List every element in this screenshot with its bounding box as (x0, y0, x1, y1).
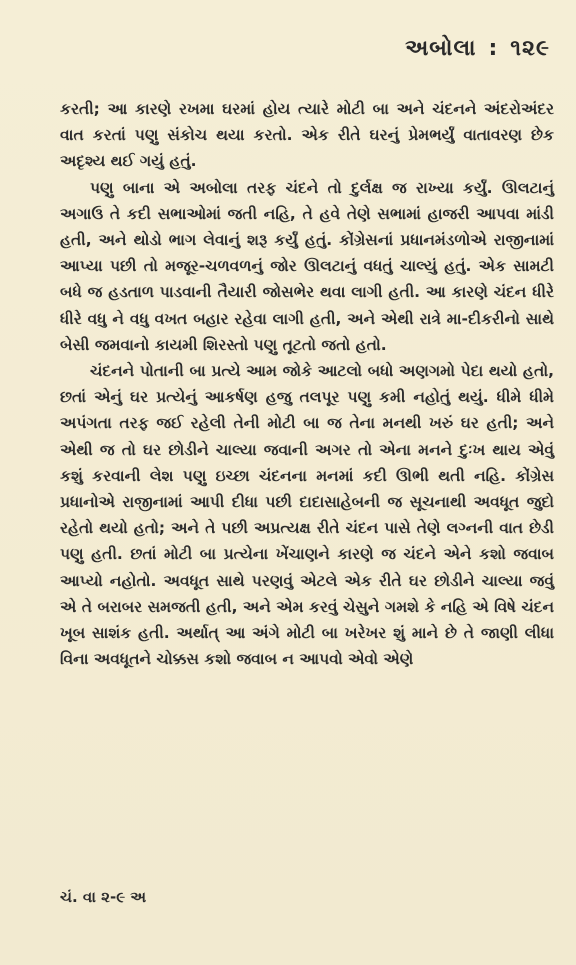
running-title: અબોલા (405, 36, 477, 61)
signature-mark: ચં. વા ૨-૯ અ (60, 888, 147, 906)
paragraph: ચંદનને પોતાની બા પ્રત્યે આમ જોકે આટલો બધો અણગમો પેદા થયો હતો, છતાં એનું ઘર પ્રત્યેનું આકર્ષણ હજુ તલપૂર પણુ કમી નહોતું થયું. ધીમે ધીમે અપંગતા તરફ જઈ રહેલી તેની મોટી બા જ તેના મનથી ખરું ઘર હતી; અને એથી જ તો ઘર છોડીને ચાલ્યા જવાની અગર તો એના મનને દુઃખ થાય એવું કશું કરવાની લેશ પણુ ઇચ્છા ચંદનના મનમાં કદી ઊભી થતી નહિ. કોંગ્રેસ પ્રધાનોએ રાજીનામાં આપી દીધા પછી દાદાસાહેબની જ સૂચનાથી અવધૂત જુદો રહેતો થયો હતો; અને તે પછી અપ્રત્યક્ષ રીતે ચંદન પાસે તેણે લગ્નની વાત છેડી પણુ હતી. છતાં મોટી બા પ્રત્યેના ખેંચાણને કારણે જ ચંદને એને કશો જવાબ આપ્યો નહોતો. અવધૂત સાથે પરણવું એટલે એક રીતે ઘર છોડીને ચાલ્યા જવું એ તે બરાબર સમજતી હતી, અને એમ કરવું ચેસુને ગમશે કે નહિ એ વિષે ચંદન ખૂબ સાશંક હતી. અર્થાત્ આ અંગે મોટી બા ખરેખર શું માને છે તે જાણી લીધા વિના અવધૂતને ચોક્કસ કશો જવાબ ન આપવો એવો એણે (60, 362, 554, 669)
paragraph: કરતી; આ કારણે રખમા ઘરમાં હોય ત્યારે મોટી બા અને ચંદનને અંદરોઅંદર વાત કરતાં પણુ સંકોચ થયા કરતો. એક રીતે ઘરનું પ્રેમભર્યું વાતાવરણ છેક અદૃશ્ય થઈ ગયું હતું. (60, 100, 554, 171)
header-separator: : (488, 36, 499, 61)
page-number: ૧૨૯ (510, 36, 550, 61)
paragraph: પણુ બાના એ અબોલા તરફ ચંદને તો દુર્લક્ષ જ રાખ્યા કર્યું. ઊલટાનું અગાઉ તે કદી સભાઓમાં જતી નહિ, તે હવે તેણે સભામાં હાજરી આપવા માંડી હતી, અને થોડો ભાગ લેવાનું શરૂ કર્યું હતું. કોંગ્રેસનાં પ્રધાનમંડળોએ રાજીનામાં આપ્યા પછી તો મજૂર-ચળવળનું જોર ઊલટાનું વધતું ચાલ્યું હતું. એક સામટી બધે જ હડતાળ પાડવાની તૈયારી જોસભેર થવા લાગી હતી. આ કારણે ચંદન ધીરે ધીરે વધુ ને વધુ વખત બહાર રહેવા લાગી હતી, અને એથી રાત્રે મા-દીકરીનો સાથે બેસી જમવાનો કાયમી શિરસ્તો પણુ તૂટતો જતો હતો. (60, 178, 554, 354)
body-text (60, 96, 554, 672)
running-header (405, 36, 550, 61)
